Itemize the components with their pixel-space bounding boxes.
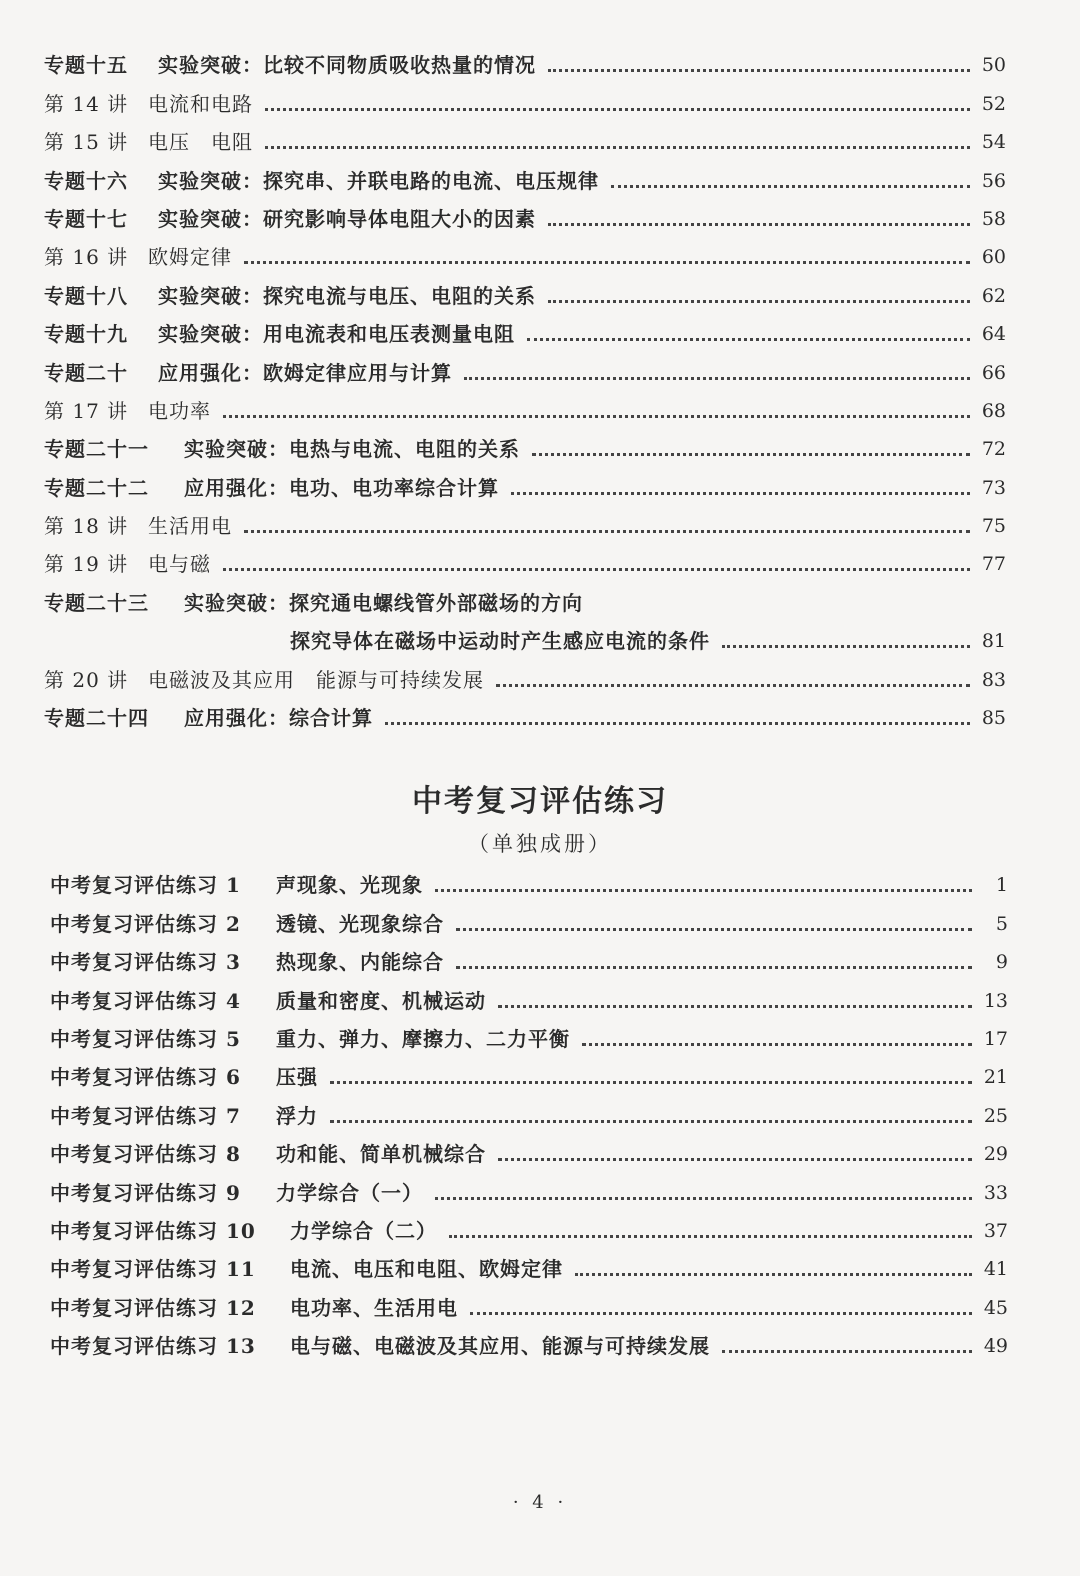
- toc-entry-page: 9: [995, 951, 1008, 974]
- toc-entry-label: 中考复习评估练习 6: [50, 1065, 241, 1090]
- toc-entry-page: 81: [981, 630, 1006, 653]
- toc-entry-page: 13: [983, 989, 1008, 1012]
- toc-entry[interactable]: [50, 1058, 1008, 1096]
- toc-entry-title: 实验突破：探究串、并联电路的电流、电压规律: [158, 168, 599, 193]
- toc-entry-page: 77: [981, 553, 1006, 576]
- toc-entry[interactable]: [44, 507, 1006, 545]
- toc-entry-title: 实验突破：电热与电流、电阻的关系: [184, 437, 520, 462]
- toc-entry-page: 85: [981, 707, 1006, 730]
- toc-entry-label: 中考复习评估练习 7: [50, 1103, 241, 1128]
- toc-lower-list: [50, 866, 1008, 1365]
- toc-entry-label: 专题二十一: [44, 437, 149, 462]
- toc-entry[interactable]: [44, 430, 1006, 468]
- toc-entry-page: 1: [995, 874, 1008, 897]
- dot-leader: [722, 645, 970, 648]
- toc-entry[interactable]: [50, 1173, 1008, 1211]
- toc-entry-label: 第 14 讲: [44, 91, 129, 116]
- toc-entry[interactable]: [44, 468, 1006, 506]
- toc-entry-label: 中考复习评估练习 10: [50, 1218, 256, 1243]
- toc-entry-title: 应用强化：电功、电功率综合计算: [184, 475, 499, 500]
- toc-entry-title: 电功率、生活用电: [290, 1295, 458, 1320]
- toc-entry-label: 专题二十: [44, 360, 128, 385]
- toc-entry-page: 45: [983, 1296, 1008, 1319]
- toc-entry-label: 第 19 讲: [44, 552, 129, 577]
- dot-leader: [722, 1350, 972, 1353]
- dot-leader: [498, 1158, 972, 1161]
- toc-entry-label: 第 15 讲: [44, 130, 129, 155]
- toc-entry-label: 专题十八: [44, 283, 128, 308]
- dot-leader: [464, 377, 970, 380]
- toc-entry-label: 专题十七: [44, 206, 128, 231]
- toc-entry-title: 电流、电压和电阻、欧姆定律: [290, 1257, 563, 1282]
- toc-entry-label: 中考复习评估练习 12: [50, 1295, 256, 1320]
- toc-entry-title: 质量和密度、机械运动: [276, 988, 486, 1013]
- toc-entry-page: 21: [983, 1066, 1008, 1089]
- dot-leader: [582, 1043, 972, 1046]
- toc-entry-title: 力学综合（二）: [290, 1218, 437, 1243]
- toc-entry-label: 专题二十二: [44, 475, 149, 500]
- dot-leader: [265, 108, 970, 111]
- toc-entry[interactable]: [50, 943, 1008, 981]
- toc-entry-label: 第 20 讲: [44, 667, 129, 692]
- page-number-footer: · 4 ·: [512, 1492, 568, 1513]
- toc-entry-title: 应用强化：欧姆定律应用与计算: [158, 360, 452, 385]
- toc-entry-title: 力学综合（一）: [276, 1180, 423, 1205]
- toc-entry-label: 中考复习评估练习 8: [50, 1142, 241, 1167]
- toc-entry-label: 中考复习评估练习 9: [50, 1180, 241, 1205]
- toc-entry-label: 中考复习评估练习 2: [50, 911, 241, 936]
- toc-entry-page: 50: [981, 54, 1006, 77]
- toc-entry-page: 52: [981, 92, 1006, 115]
- section-title: 中考复习评估练习: [412, 784, 668, 819]
- dot-leader: [548, 223, 970, 226]
- toc-entry[interactable]: [50, 866, 1008, 904]
- toc-entry-page: 62: [981, 284, 1006, 307]
- dot-leader: [265, 146, 970, 149]
- toc-entry-label: 专题二十四: [44, 706, 149, 731]
- toc-entry-page: 58: [981, 207, 1006, 230]
- toc-entry[interactable]: [44, 660, 1006, 698]
- toc-entry-title: 实验突破：比较不同物质吸收热量的情况: [158, 53, 536, 78]
- toc-entry-label: 中考复习评估练习 1: [50, 873, 241, 898]
- toc-entry-title: 欧姆定律: [148, 245, 232, 270]
- toc-entry-title: 浮力: [276, 1103, 318, 1128]
- dot-leader: [470, 1312, 972, 1315]
- toc-entry-page: 75: [981, 515, 1006, 538]
- dot-leader: [611, 185, 970, 188]
- toc-entry-page: 25: [983, 1104, 1008, 1127]
- toc-entry[interactable]: [50, 1250, 1008, 1288]
- dot-leader: [435, 889, 972, 892]
- toc-entry-title: 电与磁、电磁波及其应用、能源与可持续发展: [290, 1334, 710, 1359]
- toc-entry[interactable]: [50, 1135, 1008, 1173]
- toc-entry-label: 第 18 讲: [44, 514, 129, 539]
- dot-leader: [244, 530, 970, 533]
- toc-entry[interactable]: [44, 545, 1006, 583]
- toc-entry-title: 探究导体在磁场中运动时产生感应电流的条件: [290, 629, 710, 654]
- toc-entry-title: 透镜、光现象综合: [276, 911, 444, 936]
- dot-leader: [330, 1081, 972, 1084]
- toc-entry-label: 专题十六: [44, 168, 128, 193]
- toc-entry[interactable]: [44, 392, 1006, 430]
- toc-entry-title: 功和能、简单机械综合: [276, 1142, 486, 1167]
- dot-leader: [532, 453, 970, 456]
- toc-entry-continuation[interactable]: [44, 622, 1006, 660]
- dot-leader: [385, 722, 970, 725]
- toc-entry-title: 实验突破：探究电流与电压、电阻的关系: [158, 283, 536, 308]
- toc-entry-page: 5: [995, 912, 1008, 935]
- toc-entry[interactable]: [44, 46, 1006, 84]
- toc-entry-label: 中考复习评估练习 11: [50, 1257, 256, 1282]
- toc-entry[interactable]: [44, 200, 1006, 238]
- toc-entry-title: 重力、弹力、摩擦力、二力平衡: [276, 1026, 570, 1051]
- dot-leader: [496, 684, 970, 687]
- dot-leader: [548, 300, 970, 303]
- toc-entry-label: 中考复习评估练习 4: [50, 988, 241, 1013]
- toc-entry-page: 83: [981, 668, 1006, 691]
- toc-entry-page: 41: [983, 1258, 1008, 1281]
- dot-leader: [456, 928, 972, 931]
- dot-leader: [223, 415, 970, 418]
- toc-entry-label: 专题二十三: [44, 590, 149, 615]
- dot-leader: [548, 69, 970, 72]
- toc-entry[interactable]: [50, 1096, 1008, 1134]
- toc-entry-label: 中考复习评估练习 5: [50, 1026, 241, 1051]
- toc-entry-page: 66: [981, 361, 1006, 384]
- toc-entry-page: 56: [981, 169, 1006, 192]
- dot-leader: [511, 492, 970, 495]
- toc-entry-label: 第 17 讲: [44, 398, 129, 423]
- toc-entry[interactable]: [44, 583, 1006, 621]
- toc-entry[interactable]: [50, 1327, 1008, 1365]
- toc-entry-title: 压强: [276, 1065, 318, 1090]
- toc-entry-title: 热现象、内能综合: [276, 950, 444, 975]
- toc-entry-page: 60: [981, 246, 1006, 269]
- dot-leader: [244, 261, 970, 264]
- toc-entry-page: 72: [981, 438, 1006, 461]
- toc-entry-page: 64: [981, 323, 1006, 346]
- toc-entry-label: 中考复习评估练习 3: [50, 950, 241, 975]
- toc-entry[interactable]: [44, 353, 1006, 391]
- toc-entry-title: 电流和电路: [148, 91, 253, 116]
- toc-upper-list: [44, 46, 1006, 737]
- toc-entry-title: 实验突破：探究通电螺线管外部磁场的方向: [184, 590, 583, 615]
- toc-entry-page: 29: [983, 1143, 1008, 1166]
- toc-entry-title: 声现象、光现象: [276, 873, 423, 898]
- toc-entry-label: 专题十五: [44, 53, 128, 78]
- dot-leader: [498, 1005, 972, 1008]
- toc-entry-title: 电与磁: [148, 552, 211, 577]
- toc-entry[interactable]: [44, 276, 1006, 314]
- dot-leader: [527, 338, 970, 341]
- toc-entry[interactable]: [50, 1288, 1008, 1326]
- toc-entry-page: 37: [983, 1219, 1008, 1242]
- toc-entry[interactable]: [44, 84, 1006, 122]
- dot-leader: [223, 568, 970, 571]
- toc-entry[interactable]: [44, 315, 1006, 353]
- toc-entry[interactable]: [50, 981, 1008, 1019]
- toc-entry[interactable]: [44, 161, 1006, 199]
- toc-entry-page: 54: [981, 131, 1006, 154]
- toc-entry-label: 中考复习评估练习 13: [50, 1334, 256, 1359]
- toc-entry-title: 应用强化：综合计算: [184, 706, 373, 731]
- toc-entry[interactable]: [50, 904, 1008, 942]
- dot-leader: [435, 1197, 972, 1200]
- toc-entry-title: 电压 电阻: [148, 130, 253, 155]
- toc-entry[interactable]: [44, 699, 1006, 737]
- toc-entry-title: 实验突破：用电流表和电压表测量电阻: [158, 322, 515, 347]
- toc-entry[interactable]: [44, 238, 1006, 276]
- dot-leader: [449, 1235, 972, 1238]
- toc-entry[interactable]: [50, 1212, 1008, 1250]
- toc-entry-page: 17: [983, 1027, 1008, 1050]
- section-subtitle: （单独成册）: [468, 832, 612, 856]
- dot-leader: [575, 1273, 972, 1276]
- toc-entry-page: 33: [983, 1181, 1008, 1204]
- toc-entry-page: 68: [981, 399, 1006, 422]
- toc-entry[interactable]: [50, 1020, 1008, 1058]
- toc-entry-title: 实验突破：研究影响导体电阻大小的因素: [158, 206, 536, 231]
- toc-entry-label: 专题十九: [44, 322, 128, 347]
- toc-entry-title: 电功率: [148, 398, 211, 423]
- dot-leader: [330, 1120, 972, 1123]
- toc-entry[interactable]: [44, 123, 1006, 161]
- toc-entry-title: 生活用电: [148, 514, 232, 539]
- toc-entry-label: 第 16 讲: [44, 245, 129, 270]
- dot-leader: [456, 966, 972, 969]
- toc-entry-title: 电磁波及其应用 能源与可持续发展: [148, 667, 484, 692]
- toc-entry-page: 73: [981, 476, 1006, 499]
- toc-entry-page: 49: [983, 1335, 1008, 1358]
